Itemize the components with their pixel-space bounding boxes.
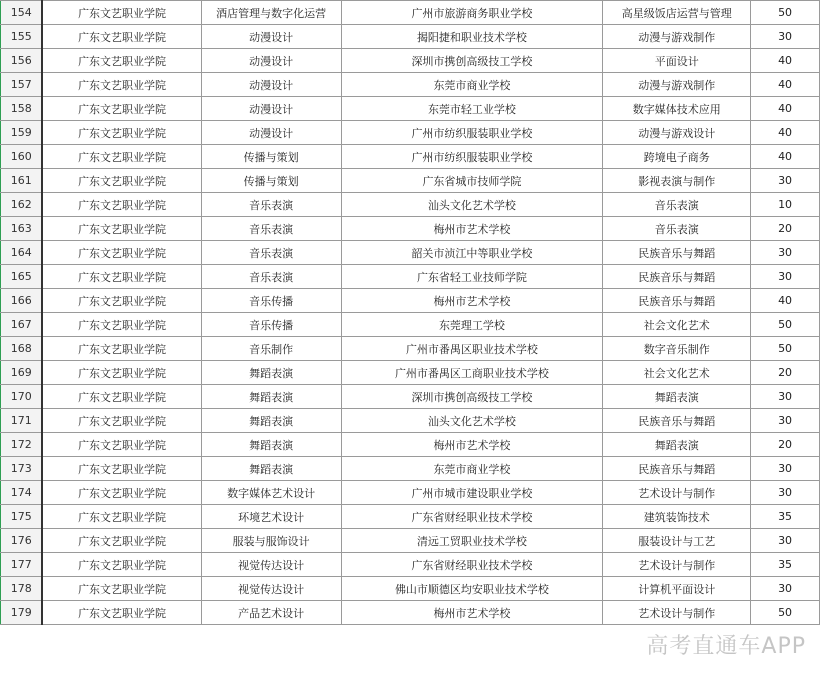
table-row xyxy=(1,241,820,265)
cell-major[interactable]: 传播与策划 xyxy=(201,169,341,193)
cell-school[interactable]: 广州市纺织服装职业学校 xyxy=(341,145,603,169)
cell-college[interactable]: 广东文艺职业学院 xyxy=(42,481,201,505)
cell-major[interactable]: 音乐表演 xyxy=(201,265,341,289)
cell-school-major[interactable]: 平面设计 xyxy=(603,49,751,73)
cell-school[interactable]: 汕头文化艺术学校 xyxy=(341,193,603,217)
cell-count[interactable]: 50 xyxy=(751,1,820,25)
cell-no[interactable]: 158 xyxy=(1,97,43,121)
cell-count[interactable]: 50 xyxy=(751,313,820,337)
cell-major[interactable]: 动漫设计 xyxy=(201,73,341,97)
cell-college[interactable]: 广东文艺职业学院 xyxy=(42,265,201,289)
cell-major[interactable]: 舞蹈表演 xyxy=(201,433,341,457)
table-row xyxy=(1,25,820,49)
cell-major[interactable]: 舞蹈表演 xyxy=(201,457,341,481)
cell-school[interactable]: 广州市番禺区工商职业技术学校 xyxy=(341,361,603,385)
cell-school[interactable]: 梅州市艺术学校 xyxy=(341,289,603,313)
cell-school[interactable]: 东莞市商业学校 xyxy=(341,457,603,481)
cell-college[interactable]: 广东文艺职业学院 xyxy=(42,601,201,625)
cell-major[interactable]: 酒店管理与数字化运营 xyxy=(201,1,341,25)
cell-school[interactable]: 广东省城市技师学院 xyxy=(341,169,603,193)
cell-school[interactable]: 广东省轻工业技师学院 xyxy=(341,265,603,289)
cell-college[interactable]: 广东文艺职业学院 xyxy=(42,97,201,121)
table-row xyxy=(1,97,820,121)
cell-school-major[interactable]: 影视表演与制作 xyxy=(603,169,751,193)
table-row xyxy=(1,289,820,313)
cell-count[interactable]: 40 xyxy=(751,121,820,145)
cell-no[interactable]: 155 xyxy=(1,25,43,49)
cell-major[interactable]: 音乐表演 xyxy=(201,193,341,217)
cell-no[interactable]: 163 xyxy=(1,217,43,241)
cell-school-major[interactable]: 动漫与游戏制作 xyxy=(603,73,751,97)
cell-school-major[interactable]: 动漫与游戏设计 xyxy=(603,121,751,145)
cell-major[interactable]: 音乐传播 xyxy=(201,289,341,313)
table-row xyxy=(1,49,820,73)
cell-major[interactable]: 音乐传播 xyxy=(201,313,341,337)
cell-no[interactable]: 174 xyxy=(1,481,43,505)
cell-college[interactable]: 广东文艺职业学院 xyxy=(42,529,201,553)
cell-school-major[interactable]: 数字音乐制作 xyxy=(603,337,751,361)
cell-college[interactable]: 广东文艺职业学院 xyxy=(42,193,201,217)
cell-count[interactable]: 40 xyxy=(751,289,820,313)
table-row xyxy=(1,385,820,409)
table-row xyxy=(1,553,820,577)
table-row xyxy=(1,505,820,529)
cell-school-major[interactable]: 计算机平面设计 xyxy=(603,577,751,601)
cell-count[interactable]: 30 xyxy=(751,577,820,601)
cell-no[interactable]: 162 xyxy=(1,193,43,217)
cell-count[interactable]: 35 xyxy=(751,553,820,577)
cell-count[interactable]: 30 xyxy=(751,265,820,289)
cell-count[interactable]: 30 xyxy=(751,529,820,553)
cell-count[interactable]: 20 xyxy=(751,361,820,385)
cell-school[interactable]: 广东省财经职业技术学校 xyxy=(341,553,603,577)
cell-college[interactable]: 广东文艺职业学院 xyxy=(42,121,201,145)
cell-school[interactable]: 清远工贸职业技术学校 xyxy=(341,529,603,553)
cell-school-major[interactable]: 艺术设计与制作 xyxy=(603,481,751,505)
cell-major[interactable]: 产品艺术设计 xyxy=(201,601,341,625)
cell-college[interactable]: 广东文艺职业学院 xyxy=(42,505,201,529)
cell-college[interactable]: 广东文艺职业学院 xyxy=(42,457,201,481)
cell-college[interactable]: 广东文艺职业学院 xyxy=(42,1,201,25)
table-row xyxy=(1,217,820,241)
cell-count[interactable]: 30 xyxy=(751,409,820,433)
cell-school[interactable]: 深圳市携创高级技工学校 xyxy=(341,49,603,73)
cell-college[interactable]: 广东文艺职业学院 xyxy=(42,313,201,337)
cell-school[interactable]: 佛山市顺德区均安职业技术学校 xyxy=(341,577,603,601)
cell-major[interactable]: 环境艺术设计 xyxy=(201,505,341,529)
cell-count[interactable]: 30 xyxy=(751,481,820,505)
cell-school-major[interactable]: 音乐表演 xyxy=(603,193,751,217)
cell-college[interactable]: 广东文艺职业学院 xyxy=(42,169,201,193)
cell-count[interactable]: 30 xyxy=(751,241,820,265)
table-row xyxy=(1,601,820,625)
cell-school-major[interactable]: 社会文化艺术 xyxy=(603,313,751,337)
cell-school[interactable]: 广州市纺织服装职业学校 xyxy=(341,121,603,145)
cell-major[interactable]: 音乐制作 xyxy=(201,337,341,361)
cell-school[interactable]: 广州市城市建设职业学校 xyxy=(341,481,603,505)
cell-major[interactable]: 动漫设计 xyxy=(201,121,341,145)
cell-college[interactable]: 广东文艺职业学院 xyxy=(42,241,201,265)
cell-school[interactable]: 揭阳捷和职业技术学校 xyxy=(341,25,603,49)
cell-college[interactable]: 广东文艺职业学院 xyxy=(42,25,201,49)
cell-school[interactable]: 东莞市轻工业学校 xyxy=(341,97,603,121)
cell-no[interactable]: 176 xyxy=(1,529,43,553)
cell-no[interactable]: 156 xyxy=(1,49,43,73)
cell-no[interactable]: 170 xyxy=(1,385,43,409)
cell-major[interactable]: 动漫设计 xyxy=(201,25,341,49)
cell-school[interactable]: 广东省财经职业技术学校 xyxy=(341,505,603,529)
cell-school-major[interactable]: 民族音乐与舞蹈 xyxy=(603,409,751,433)
cell-college[interactable]: 广东文艺职业学院 xyxy=(42,385,201,409)
cell-no[interactable]: 165 xyxy=(1,265,43,289)
cell-school-major[interactable]: 民族音乐与舞蹈 xyxy=(603,265,751,289)
cell-school-major[interactable]: 跨境电子商务 xyxy=(603,145,751,169)
cell-no[interactable]: 161 xyxy=(1,169,43,193)
cell-school[interactable]: 东莞市商业学校 xyxy=(341,73,603,97)
table-row xyxy=(1,313,820,337)
cell-college[interactable]: 广东文艺职业学院 xyxy=(42,409,201,433)
cell-major[interactable]: 视觉传达设计 xyxy=(201,577,341,601)
cell-no[interactable]: 167 xyxy=(1,313,43,337)
table-row xyxy=(1,1,820,25)
cell-no[interactable]: 154 xyxy=(1,1,43,25)
cell-college[interactable]: 广东文艺职业学院 xyxy=(42,577,201,601)
cell-college[interactable]: 广东文艺职业学院 xyxy=(42,289,201,313)
cell-count[interactable]: 40 xyxy=(751,145,820,169)
cell-school-major[interactable]: 动漫与游戏制作 xyxy=(603,25,751,49)
cell-count[interactable]: 40 xyxy=(751,49,820,73)
table-row xyxy=(1,169,820,193)
cell-school[interactable]: 深圳市携创高级技工学校 xyxy=(341,385,603,409)
cell-school-major[interactable]: 数字媒体技术应用 xyxy=(603,97,751,121)
cell-school[interactable]: 广州市旅游商务职业学校 xyxy=(341,1,603,25)
cell-major[interactable]: 传播与策划 xyxy=(201,145,341,169)
cell-school-major[interactable]: 社会文化艺术 xyxy=(603,361,751,385)
cell-college[interactable]: 广东文艺职业学院 xyxy=(42,49,201,73)
table-row xyxy=(1,265,820,289)
cell-major[interactable]: 服装与服饰设计 xyxy=(201,529,341,553)
cell-no[interactable]: 169 xyxy=(1,361,43,385)
cell-no[interactable]: 168 xyxy=(1,337,43,361)
cell-major[interactable]: 视觉传达设计 xyxy=(201,553,341,577)
cell-college[interactable]: 广东文艺职业学院 xyxy=(42,73,201,97)
cell-count[interactable]: 20 xyxy=(751,217,820,241)
cell-no[interactable]: 177 xyxy=(1,553,43,577)
cell-college[interactable]: 广东文艺职业学院 xyxy=(42,145,201,169)
cell-no[interactable]: 166 xyxy=(1,289,43,313)
cell-school[interactable]: 梅州市艺术学校 xyxy=(341,217,603,241)
cell-major[interactable]: 音乐表演 xyxy=(201,241,341,265)
cell-no[interactable]: 160 xyxy=(1,145,43,169)
cell-school[interactable]: 汕头文化艺术学校 xyxy=(341,409,603,433)
table-row xyxy=(1,529,820,553)
cell-count[interactable]: 50 xyxy=(751,337,820,361)
cell-no[interactable]: 178 xyxy=(1,577,43,601)
cell-school[interactable]: 广州市番禺区职业技术学校 xyxy=(341,337,603,361)
cell-count[interactable]: 40 xyxy=(751,73,820,97)
cell-major[interactable]: 数字媒体艺术设计 xyxy=(201,481,341,505)
cell-count[interactable]: 40 xyxy=(751,97,820,121)
cell-school-major[interactable]: 服装设计与工艺 xyxy=(603,529,751,553)
cell-no[interactable]: 173 xyxy=(1,457,43,481)
cell-school-major[interactable]: 高星级饭店运营与管理 xyxy=(603,1,751,25)
cell-no[interactable]: 159 xyxy=(1,121,43,145)
cell-count[interactable]: 20 xyxy=(751,433,820,457)
cell-no[interactable]: 179 xyxy=(1,601,43,625)
table-row xyxy=(1,361,820,385)
cell-major[interactable]: 动漫设计 xyxy=(201,97,341,121)
cell-college[interactable]: 广东文艺职业学院 xyxy=(42,433,201,457)
cell-count[interactable]: 35 xyxy=(751,505,820,529)
cell-school[interactable]: 梅州市艺术学校 xyxy=(341,433,603,457)
cell-school-major[interactable]: 舞蹈表演 xyxy=(603,433,751,457)
cell-no[interactable]: 175 xyxy=(1,505,43,529)
cell-major[interactable]: 舞蹈表演 xyxy=(201,361,341,385)
cell-major[interactable]: 音乐表演 xyxy=(201,217,341,241)
table-row xyxy=(1,121,820,145)
cell-school-major[interactable]: 艺术设计与制作 xyxy=(603,553,751,577)
cell-school-major[interactable]: 民族音乐与舞蹈 xyxy=(603,289,751,313)
cell-no[interactable]: 157 xyxy=(1,73,43,97)
table-row xyxy=(1,73,820,97)
table-row xyxy=(1,193,820,217)
cell-count[interactable]: 30 xyxy=(751,457,820,481)
table-row xyxy=(1,409,820,433)
cell-major[interactable]: 舞蹈表演 xyxy=(201,385,341,409)
cell-major[interactable]: 舞蹈表演 xyxy=(201,409,341,433)
cell-school-major[interactable]: 建筑装饰技术 xyxy=(603,505,751,529)
cell-count[interactable]: 50 xyxy=(751,601,820,625)
watermark: 高考直通车APP xyxy=(646,634,806,659)
cell-college[interactable]: 广东文艺职业学院 xyxy=(42,217,201,241)
cell-count[interactable]: 10 xyxy=(751,193,820,217)
cell-count[interactable]: 30 xyxy=(751,385,820,409)
cell-college[interactable]: 广东文艺职业学院 xyxy=(42,553,201,577)
cell-school[interactable]: 韶关市浈江中等职业学校 xyxy=(341,241,603,265)
cell-school[interactable]: 东莞理工学校 xyxy=(341,313,603,337)
cell-count[interactable]: 30 xyxy=(751,25,820,49)
table-row xyxy=(1,577,820,601)
cell-no[interactable]: 172 xyxy=(1,433,43,457)
cell-school-major[interactable]: 舞蹈表演 xyxy=(603,385,751,409)
table-row xyxy=(1,481,820,505)
cell-school-major[interactable]: 民族音乐与舞蹈 xyxy=(603,241,751,265)
cell-school[interactable]: 梅州市艺术学校 xyxy=(341,601,603,625)
table-row xyxy=(1,145,820,169)
cell-school-major[interactable]: 音乐表演 xyxy=(603,217,751,241)
table-row xyxy=(1,337,820,361)
cell-school-major[interactable]: 民族音乐与舞蹈 xyxy=(603,457,751,481)
cell-no[interactable]: 164 xyxy=(1,241,43,265)
cell-college[interactable]: 广东文艺职业学院 xyxy=(42,361,201,385)
cell-college[interactable]: 广东文艺职业学院 xyxy=(42,337,201,361)
cell-no[interactable]: 171 xyxy=(1,409,43,433)
cell-school-major[interactable]: 艺术设计与制作 xyxy=(603,601,751,625)
table-row xyxy=(1,433,820,457)
table-row xyxy=(1,457,820,481)
cell-count[interactable]: 30 xyxy=(751,169,820,193)
cell-major[interactable]: 动漫设计 xyxy=(201,49,341,73)
